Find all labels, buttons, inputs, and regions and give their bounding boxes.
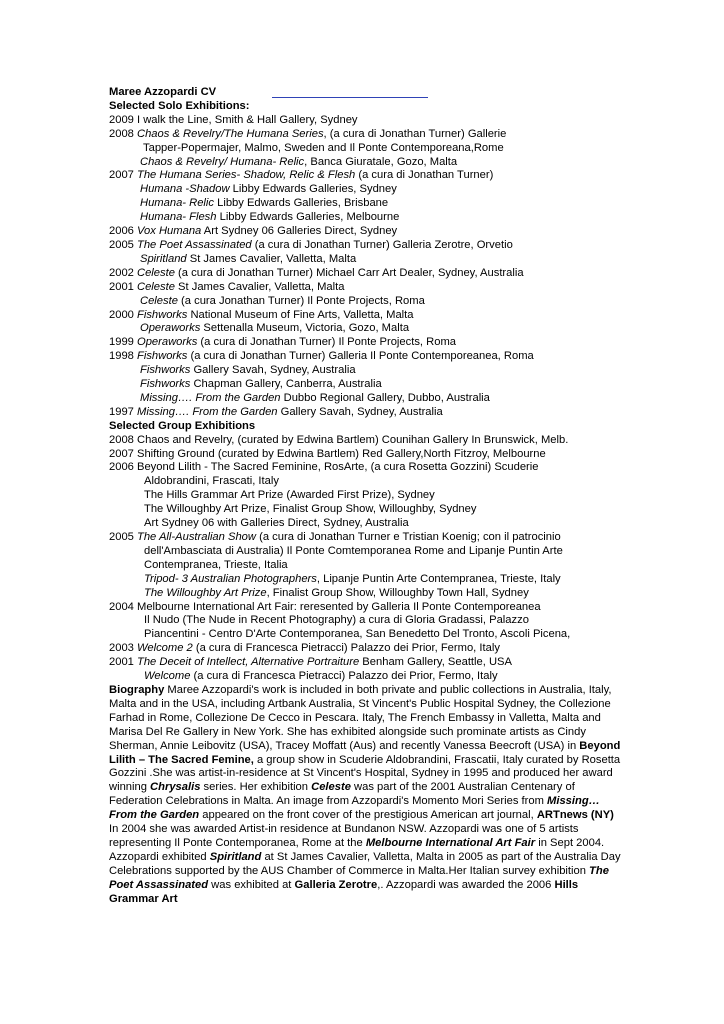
entry-lead: 2006 Beyond Lilith - The Sacred Feminine, RosArte, (a cura Rosetta Gozzini) Scuderie: [109, 461, 539, 474]
exhibition-entry: [109, 392, 624, 406]
entry-italic: Vox Humana: [137, 225, 202, 238]
entry-cont: Piancentini - Centro D'Arte Contemporanea, San Benedetto Del Tronto, Ascoli Picena,: [144, 628, 571, 641]
exhibition-entry: [109, 489, 624, 503]
exhibition-entry: [109, 503, 624, 517]
entry-lead: 2004 Melbourne International Art Fair: reresented by Galleria Il Ponte Contemporeanea: [109, 600, 541, 613]
entry-italic: Missing…. From the Garden: [137, 405, 278, 418]
entry-lead: 2000: [109, 308, 137, 321]
entry-lead: 2005: [109, 238, 137, 251]
entry-italic: Celeste: [137, 266, 175, 279]
entry-rest: (a cura di Jonathan Turner): [355, 169, 494, 182]
exhibition-entry: [109, 336, 624, 350]
bio-text: was part of the 2001 Australian Centenary of Federation Celebrations in Malta. An image from Azzopardi's Momento Mori Series from: [109, 781, 575, 808]
exhibition-entry: [109, 628, 624, 642]
bio-text: In 2004 she was awarded Artist-in residence at Bundanon NSW. Azzopardi was one of 5 artists representing Il Ponte Contemporanea, Rome at the: [109, 823, 579, 849]
bio-emphasis: The Poet Assassinated: [109, 864, 609, 891]
exhibition-entry: [109, 434, 624, 448]
entry-italic: Celeste: [137, 280, 175, 293]
exhibition-entry: [109, 322, 624, 336]
entry-rest: Libby Edwards Galleries, Brisbane: [214, 197, 389, 210]
entry-rest: Gallery Savah, Sydney, Australia: [277, 405, 443, 418]
entry-italic: Fishworks: [137, 308, 188, 321]
entry-italic: The Poet Assassinated: [137, 238, 252, 251]
exhibition-entry: [109, 656, 624, 670]
exhibition-entry: [109, 475, 624, 489]
exhibition-entry: [109, 225, 624, 239]
bio-emphasis: Melbourne International Art Fair: [365, 836, 536, 849]
exhibition-entry: [109, 670, 624, 684]
page-title: Maree Azzopardi CV: [109, 86, 217, 98]
entry-italic: The All-Australian Show: [137, 531, 256, 543]
exhibition-entry: [109, 587, 624, 601]
entry-rest: (a cura di Jonathan Turner) Michael Carr Art Dealer, Sydney, Australia: [174, 266, 524, 279]
entry-rest: , (a cura di Jonathan Turner) Gallerie: [323, 127, 507, 140]
entry-italic: Welcome 2: [137, 642, 193, 655]
exhibition-entry: [109, 364, 624, 378]
entry-italic: The Humana Series- Shadow, Relic & Flesh: [137, 169, 356, 182]
exhibition-entry: [109, 281, 624, 295]
entry-rest: National Museum of Fine Arts, Valletta, Malta: [187, 308, 414, 321]
bio-emphasis: Hills Grammar Art: [109, 878, 579, 905]
bio-emphasis: ARTnews (NY): [536, 809, 614, 822]
entry-cont: Art Sydney 06 with Galleries Direct, Sydney, Australia: [144, 517, 409, 530]
entry-cont: Contempranea, Trieste, Italia: [144, 558, 288, 571]
entry-rest: (a cura di Francesca Pietracci) Palazzo dei Prior, Fermo, Italy: [190, 670, 498, 683]
entry-lead: 2003: [109, 642, 137, 655]
entry-rest: (a cura di Francesca Pietracci) Palazzo dei Prior, Fermo, Italy: [192, 642, 500, 655]
exhibition-entry: [109, 295, 624, 309]
bio-emphasis: Beyond Lilith – The Sacred Femine,: [109, 739, 621, 766]
entry-rest: Libby Edwards Galleries, Melbourne: [216, 211, 400, 224]
biography-section: [109, 684, 624, 907]
bio-text: series. Her exhibition: [200, 781, 312, 794]
entry-cont: The Willoughby Art Prize, Finalist Group Show, Willoughby, Sydney: [144, 503, 477, 516]
exhibition-entry: [109, 169, 624, 183]
entry-italic: Operaworks: [137, 336, 198, 349]
entry-rest: (a cura Jonathan Turner) Il Ponte Projects, Roma: [177, 294, 425, 307]
exhibition-entry: [109, 197, 624, 211]
exhibition-entry: [109, 448, 624, 462]
exhibition-entry: [109, 142, 624, 156]
exhibition-entry: [109, 545, 624, 559]
entry-rest: Gallery Savah, Sydney, Australia: [190, 364, 356, 377]
exhibition-entry: [109, 309, 624, 323]
entry-italic: Fishworks: [140, 364, 191, 377]
entry-rest: (a cura di Jonathan Turner) Galleria Zerotre, Orvetio: [251, 238, 513, 251]
exhibition-entry: [109, 601, 624, 615]
entry-lead: 2006: [109, 225, 137, 238]
exhibition-entry: [109, 267, 624, 281]
entry-italic: Operaworks: [140, 322, 201, 335]
entry-italic: Chaos & Revelry/The Humana Series: [137, 127, 324, 140]
bio-text: ,. Azzopardi was awarded the 2006: [377, 878, 555, 891]
group-exhibitions-heading: Selected Group Exhibitions: [109, 419, 256, 432]
bio-text: at St James Cavalier, Valletta, Malta in 2005 as part of the Australia Day Celebrations supported by the AUS Chamber of Commerce in Malta.Her Italian survey exhibition: [109, 850, 621, 877]
solo-exhibitions-list: [109, 114, 624, 420]
entry-cont: Il Nudo (The Nude in Recent Photography) a cura di Gloria Gradassi, Palazzo: [144, 614, 529, 627]
entry-lead: 2007 Shifting Ground (curated by Edwina Bartlem) Red Gallery,North Fitzroy, Melbourne: [109, 447, 546, 460]
entry-lead: 1997: [109, 405, 137, 418]
bio-emphasis: Celeste: [311, 781, 351, 794]
bio-emphasis: Missing…From the Garden: [109, 795, 600, 822]
entry-lead: 2005: [109, 531, 137, 543]
bio-text: a group show in Scuderie Aldobrandini, Frascatii, Italy curated by Rosetta Gozzini .She was artist-in-residence at St Vincent's Hospital, Sydney in 1995 and produced her award winning: [109, 753, 621, 794]
exhibition-entry: [109, 461, 624, 475]
entry-lead: 2001: [109, 280, 137, 293]
entry-lead: 2009 I walk the Line, Smith & Hall Gallery, Sydney: [109, 113, 358, 126]
header-rule-line: [272, 97, 428, 98]
biography-paragraph: [109, 684, 624, 907]
entry-cont: dell'Ambasciata di Australia) Il Ponte Comtemporanea Rome and Lipanje Puntin Arte: [144, 544, 563, 557]
entry-lead: 2008 Chaos and Revelry, (curated by Edwina Bartlem) Counihan Gallery In Brunswick, Melb.: [109, 433, 569, 446]
exhibition-entry: [109, 253, 624, 267]
entry-rest: (a cura di Jonathan Turner) Galleria Il Ponte Contemporeanea, Roma: [187, 350, 534, 363]
entry-italic: Tripod- 3 Australian Photographers: [144, 572, 317, 585]
entry-italic: Welcome: [144, 670, 191, 683]
entry-italic: Fishworks: [140, 378, 191, 391]
entry-italic: Humana- Flesh: [140, 211, 217, 224]
exhibition-entry: [109, 350, 624, 364]
entry-italic: Spiritland: [140, 252, 187, 265]
entry-cont: The Hills Grammar Art Prize (Awarded First Prize), Sydney: [144, 489, 435, 502]
exhibition-entry: [109, 183, 624, 197]
exhibition-entry: [109, 114, 624, 128]
exhibition-entry: [109, 156, 624, 170]
entry-rest: St James Cavalier, Valletta, Malta: [186, 252, 357, 265]
entry-italic: The Deceit of Intellect, Alternative Portraiture: [137, 656, 360, 669]
bio-text: appeared on the front cover of the prestigious American art journal,: [199, 809, 537, 822]
exhibition-entry: [109, 573, 624, 587]
entry-lead: 2002: [109, 266, 137, 279]
exhibition-entry: [109, 378, 624, 392]
bio-text: was exhibited at: [208, 878, 295, 891]
entry-rest: Dubbo Regional Gallery, Dubbo, Australia: [280, 391, 490, 404]
entry-italic: Missing…. From the Garden: [140, 391, 281, 404]
entry-cont: Aldobrandini, Frascati, Italy: [144, 475, 279, 488]
entry-cont: Tapper-Popermajer, Malmo, Sweden and Il Ponte Contemporeana,Rome: [143, 141, 504, 154]
exhibition-entry: [109, 517, 624, 531]
entry-lead: 2008: [109, 127, 137, 140]
entry-lead: 1999: [109, 336, 137, 349]
bio-emphasis: Galleria Zerotre: [294, 878, 378, 891]
entry-italic: Fishworks: [137, 350, 188, 363]
exhibition-entry: [109, 642, 624, 656]
exhibition-entry: [109, 128, 624, 142]
bio-emphasis: Chrysalis: [150, 781, 201, 794]
entry-rest: Art Sydney 06 Galleries Direct, Sydney: [201, 225, 398, 238]
entry-italic: Chaos & Revelry/ Humana- Relic: [140, 155, 305, 168]
entry-rest: , Lipanje Puntin Arte Contempranea, Trieste, Italy: [316, 572, 561, 585]
entry-italic: Humana -Shadow: [140, 183, 230, 196]
entry-italic: Humana- Relic: [140, 197, 214, 210]
entry-lead: 2001: [109, 656, 137, 669]
entry-rest: (a cura di Jonathan Turner e Tristian Koenig; con il patrocinio: [255, 531, 561, 543]
entry-rest: St James Cavalier, Valletta, Malta: [174, 280, 345, 293]
entry-rest: Settenalla Museum, Victoria, Gozo, Malta: [200, 322, 410, 335]
entry-rest: , Finalist Group Show, Willoughby Town Hall, Sydney: [266, 586, 529, 599]
entry-rest: Chapman Gallery, Canberra, Australia: [190, 378, 382, 391]
exhibition-entry: [109, 614, 624, 628]
exhibition-entry: [109, 211, 624, 225]
entry-italic: The Willoughby Art Prize: [144, 586, 267, 599]
entry-rest: , Banca Giuratale, Gozo, Malta: [304, 155, 458, 168]
group-exhibitions-list: [109, 434, 624, 684]
entry-rest: Libby Edwards Galleries, Sydney: [229, 183, 397, 196]
bio-emphasis: Spiritland: [209, 850, 262, 863]
entry-lead: 2007: [109, 169, 137, 182]
exhibition-entry: [109, 406, 624, 420]
solo-exhibitions-heading: Selected Solo Exhibitions:: [109, 99, 250, 112]
entry-italic: Celeste: [140, 294, 178, 307]
entry-rest: (a cura di Jonathan Turner) Il Ponte Projects, Roma: [197, 336, 456, 349]
bio-text: Maree Azzopardi's work is included in both private and public collections in Australia, Italy, Malta and in the USA, including Artbank Australia, St Vincent's Public Hospital Sydney, the Collezione Farhad in Rome, Collezione De Cecco in Pescara. Italy, The French Embassy in Valletta, Malta and Marisa Del Re Gallery in New York. She has exhibited alongside such prominate artists as Cindy Sherman, Annie Leibovitz (USA), Tracey Moffatt (Aus) and recently Vanessa Beecroft (USA) in: [109, 683, 612, 752]
entry-rest: Benham Gallery, Seattle, USA: [359, 656, 512, 669]
exhibition-entry: [109, 559, 624, 573]
exhibition-entry: [109, 531, 624, 545]
entry-lead: 1998: [109, 350, 137, 363]
exhibition-entry: [109, 239, 624, 253]
biography-label: Biography: [109, 683, 165, 696]
cv-document: [109, 86, 624, 906]
bio-text: in Sept 2004. Azzopardi exhibited: [109, 836, 605, 863]
